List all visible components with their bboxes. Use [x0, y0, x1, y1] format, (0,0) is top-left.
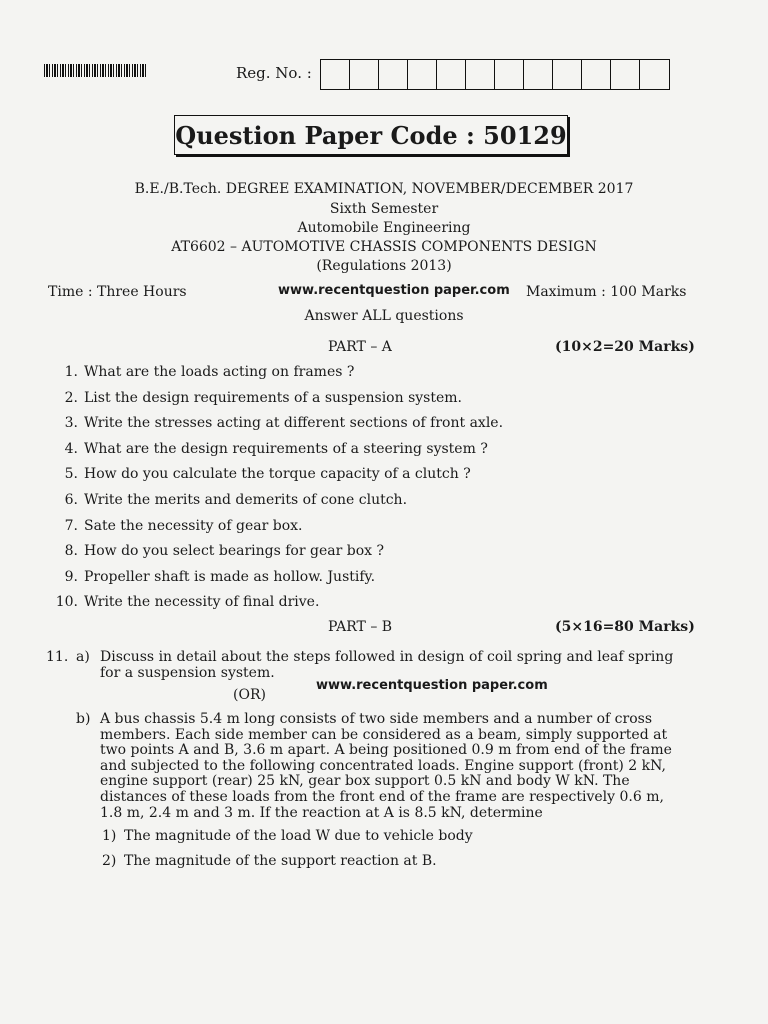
watermark-mid: www.recentquestion paper.com: [316, 678, 548, 693]
part-b-title: PART – B: [328, 619, 393, 635]
reg-no-box: [640, 60, 669, 89]
question-number: 2.: [64, 389, 78, 406]
paper-code-box: [174, 115, 568, 155]
q11b-line: A bus chassis 5.4 m long consists of two side members and a number of cross: [100, 711, 653, 727]
q11a-line2: for a suspension system.: [100, 665, 275, 681]
reg-no-box: [611, 60, 640, 89]
q11b-line: members. Each side member can be considered as a beam, simply supported at: [100, 726, 668, 743]
question-item: [48, 415, 708, 431]
question-text: How do you select bearings for gear box ?: [84, 543, 384, 560]
exam-title: B.E./B.Tech. DEGREE EXAMINATION, NOVEMBER/DECEMBER 2017: [134, 181, 634, 197]
question-text: What are the design requirements of a steering system ?: [84, 440, 488, 457]
question-number: 6.: [64, 492, 78, 508]
question-number: 7.: [64, 517, 78, 534]
subquestion-number: 2): [102, 853, 117, 869]
q11b-line: engine support (rear) 25 kN, gear box support 0.5 kN and body W kN. The: [100, 773, 630, 790]
semester: Sixth Semester: [329, 201, 439, 217]
question-item: [48, 466, 708, 482]
reg-no-box: [466, 60, 495, 89]
branch: Automobile Engineering: [297, 220, 471, 236]
reg-no-box: [408, 60, 437, 89]
question-text: How do you calculate the torque capacity of a clutch ?: [84, 466, 471, 483]
subquestion-number: 1): [102, 828, 117, 844]
question-number: 5.: [64, 466, 78, 483]
reg-no-box: [437, 60, 466, 89]
q11b-line: and subjected to the following concentrated loads. Engine support (front) 2 kN,: [100, 757, 666, 774]
or-label: (OR): [233, 687, 266, 703]
question-text: Sate the necessity of gear box.: [84, 517, 303, 534]
reg-no-box: [524, 60, 553, 89]
reg-no-box: [553, 60, 582, 89]
question-number: 3.: [64, 415, 78, 432]
question-item: [48, 594, 708, 610]
q11a-line1: Discuss in detail about the steps followed in design of coil spring and leaf spring: [100, 649, 674, 665]
reg-no-box: [321, 60, 350, 89]
q11b-line: distances of these loads from the front end of the frame are respectively 0.6 m,: [100, 789, 664, 805]
q11-number: 11.: [46, 649, 69, 665]
reg-no-boxes: [320, 59, 670, 90]
instructions: Answer ALL questions: [304, 308, 464, 324]
subquestion-text: The magnitude of the load W due to vehicle body: [124, 828, 473, 844]
reg-no-box: [350, 60, 379, 89]
question-item: [48, 569, 708, 585]
barcode-image: [44, 64, 148, 77]
question-item: [48, 518, 708, 534]
question-item: [48, 441, 708, 457]
question-text: Propeller shaft is made as hollow. Justify.: [84, 568, 376, 585]
q11b-line: 1.8 m, 2.4 m and 3 m. If the reaction at A is 8.5 kN, determine: [100, 804, 543, 821]
q11b-label: b): [76, 711, 91, 727]
q11b-line: two points A and B, 3.6 m apart. A being positioned 0.9 m from end of the frame: [100, 742, 672, 759]
question-text: Write the necessity of final drive.: [84, 594, 320, 611]
question-number: 8.: [64, 543, 78, 560]
question-item: [48, 390, 708, 406]
max-marks: Maximum : 100 Marks: [526, 284, 687, 300]
question-text: Write the stresses acting at different sections of front axle.: [84, 415, 504, 432]
question-text: Write the merits and demerits of cone clutch.: [84, 492, 408, 508]
part-b-marks: (5×16=80 Marks): [555, 619, 695, 635]
q11a-label: a): [76, 649, 90, 665]
question-text: What are the loads acting on frames ?: [84, 364, 355, 380]
reg-no-label: Reg. No. :: [236, 64, 312, 82]
subquestion-text: The magnitude of the support reaction at B.: [124, 853, 437, 869]
question-number: 1.: [64, 364, 78, 380]
subject: AT6602 – AUTOMOTIVE CHASSIS COMPONENTS DESIGN: [171, 239, 597, 255]
part-a-marks: (10×2=20 Marks): [555, 339, 695, 355]
question-number: 10.: [55, 594, 78, 611]
watermark-top: www.recentquestion paper.com: [278, 283, 510, 298]
question-text: List the design requirements of a suspension system.: [84, 389, 462, 406]
time-allowed: Time : Three Hours: [48, 284, 187, 300]
reg-no-box: [495, 60, 524, 89]
question-number: 4.: [64, 440, 78, 457]
question-item: [48, 492, 708, 508]
question-item: [48, 364, 708, 380]
paper-code-text: Question Paper Code : 50129: [175, 120, 567, 150]
question-number: 9.: [64, 568, 78, 585]
part-a-title: PART – A: [328, 339, 392, 355]
question-item: [48, 543, 708, 559]
reg-no-box: [582, 60, 611, 89]
regulations: (Regulations 2013): [316, 258, 452, 274]
reg-no-box: [379, 60, 408, 89]
